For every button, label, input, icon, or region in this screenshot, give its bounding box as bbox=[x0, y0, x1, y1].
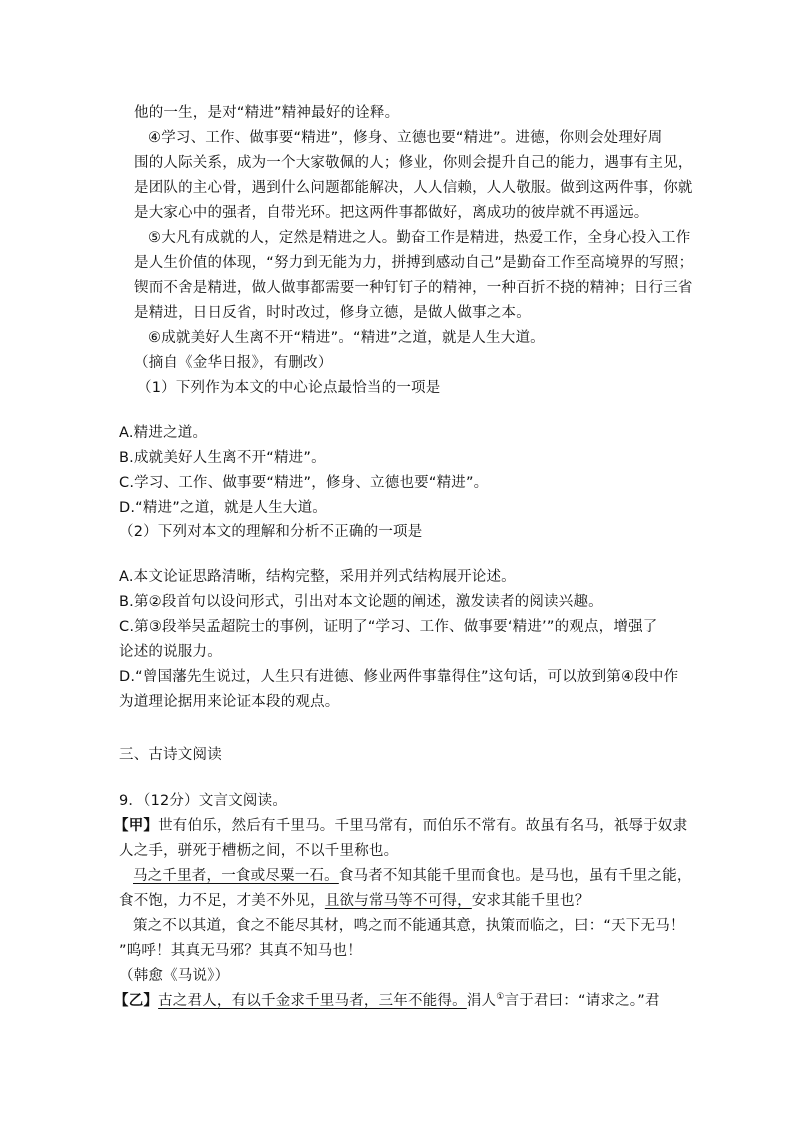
question-2-option-d: D.“曾国藩先生说过，人生只有进德、修业两件事靠得住”这句话，可以放到第④段中作 bbox=[119, 669, 679, 685]
yi-tag: 【乙】 bbox=[114, 993, 159, 1009]
question-2-option-a: A.本文论证思路清晰，结构完整，采用并列式结构展开论述。 bbox=[119, 569, 516, 585]
jia-source: （韩愈《马说》） bbox=[119, 968, 230, 984]
text-jia-line: 【甲】世有伯乐，然后有千里马。千里马常有，而伯乐不常有。故虽有名马，祇辱于奴隶 bbox=[114, 818, 688, 834]
paragraph-5-line: 是精进，日日反省，时时改过，修身立德，是做人做事之本。 bbox=[134, 305, 531, 321]
footnote-marker: ① bbox=[496, 992, 505, 1003]
question-1-option-a: A.精进之道。 bbox=[119, 425, 208, 441]
underlined-sentence: 古之君人，有以千金求千里马者，三年不能得。 bbox=[158, 993, 467, 1009]
text-jia-line: 策之不以其道，食之不能尽其材，鸣之而不能通其意，执策而临之，曰：“天下无马！ bbox=[133, 918, 685, 934]
text-jia-line: ”呜呼！其真无马邪？其真不知马也！ bbox=[119, 943, 362, 959]
question-1-option-b: B.成就美好人生离不开“精进”。 bbox=[119, 450, 326, 466]
question-1-option-d: D.“精进”之道，就是人生大道。 bbox=[119, 500, 327, 516]
question-2-stem: （2）下列对本文的理解和分析不正确的一项是 bbox=[119, 524, 423, 540]
jia-tag: 【甲】 bbox=[114, 818, 159, 834]
question-1-option-c: C.学习、工作、做事要“精进”，修身、立德也要“精进”。 bbox=[119, 475, 489, 491]
question-2-option-d-cont: 为道理论据用来论证本段的观点。 bbox=[119, 694, 340, 710]
text-jia-line: 人之手，骈死于槽枥之间，不以千里称也。 bbox=[119, 843, 399, 859]
section-heading: 三、古诗文阅读 bbox=[119, 747, 222, 763]
text-jia-line: 食不饱，力不足，才美不外见，且欲与常马等不可得，安求其能千里也？ bbox=[119, 893, 590, 909]
question-1-stem: （1）下列作为本文的中心论点最恰当的一项是 bbox=[137, 380, 441, 396]
question-2-option-c-cont: 论述的说服力。 bbox=[119, 644, 222, 660]
question-2-option-b: B.第②段首句以设问形式，引出对本文论题的阐述，激发读者的阅读兴趣。 bbox=[119, 594, 603, 610]
underlined-sentence: 且欲与常马等不可得， bbox=[324, 893, 472, 909]
paragraph-5-line: 锲而不舍是精进，做人做事都需要一种钉钉子的精神，一种百折不挠的精神；日行三省 bbox=[134, 280, 693, 296]
paragraph-5-line: 是人生价值的体现，“努力到无能为力，拼搏到感动自己”是勤奋工作至高境界的写照； bbox=[134, 255, 694, 271]
text-yi-line: 【乙】古之君人，有以千金求千里马者，三年不能得。涓人①言于君曰：“请求之。”君 bbox=[114, 992, 660, 1009]
paragraph-4-line: 是团队的主心骨，遇到什么问题都能解决，人人信赖，人人敬服。做到这两件事，你就 bbox=[134, 180, 693, 196]
paragraph-6-line: ⑥成就美好人生离不开“精进”。“精进”之道，就是人生大道。 bbox=[148, 330, 545, 346]
text-line: 他的一生，是对“精进”精神最好的诠释。 bbox=[134, 105, 400, 121]
paragraph-4-line: ④学习、工作、做事要“精进”，修身、立德也要“精进”。进德，你则会处理好周 bbox=[148, 130, 663, 146]
paragraph-5-line: ⑤大凡有成就的人，定然是精进之人。勤奋工作是精进，热爱工作，全身心投入工作 bbox=[148, 230, 691, 246]
question-9-stem: 9．（12分）文言文阅读。 bbox=[119, 793, 288, 809]
paragraph-4-line: 围的人际关系，成为一个大家敬佩的人；修业，你则会提升自己的能力，遇事有主见， bbox=[134, 155, 693, 171]
underlined-sentence: 马之千里者，一食或尽粟一石。 bbox=[133, 868, 339, 884]
source-note: （摘自《金华日报》，有删改） bbox=[134, 355, 333, 371]
question-2-option-c: C.第③段举吴孟超院士的事例，证明了“学习、工作、做事要‘精进’”的观点，增强了 bbox=[119, 619, 658, 635]
paragraph-4-line: 是大家心中的强者，自带光环。把这两件事都做好，离成功的彼岸就不再遥远。 bbox=[134, 205, 649, 221]
text-jia-line: 马之千里者，一食或尽粟一石。食马者不知其能千里而食也。是马也，虽有千里之能， bbox=[133, 868, 692, 884]
